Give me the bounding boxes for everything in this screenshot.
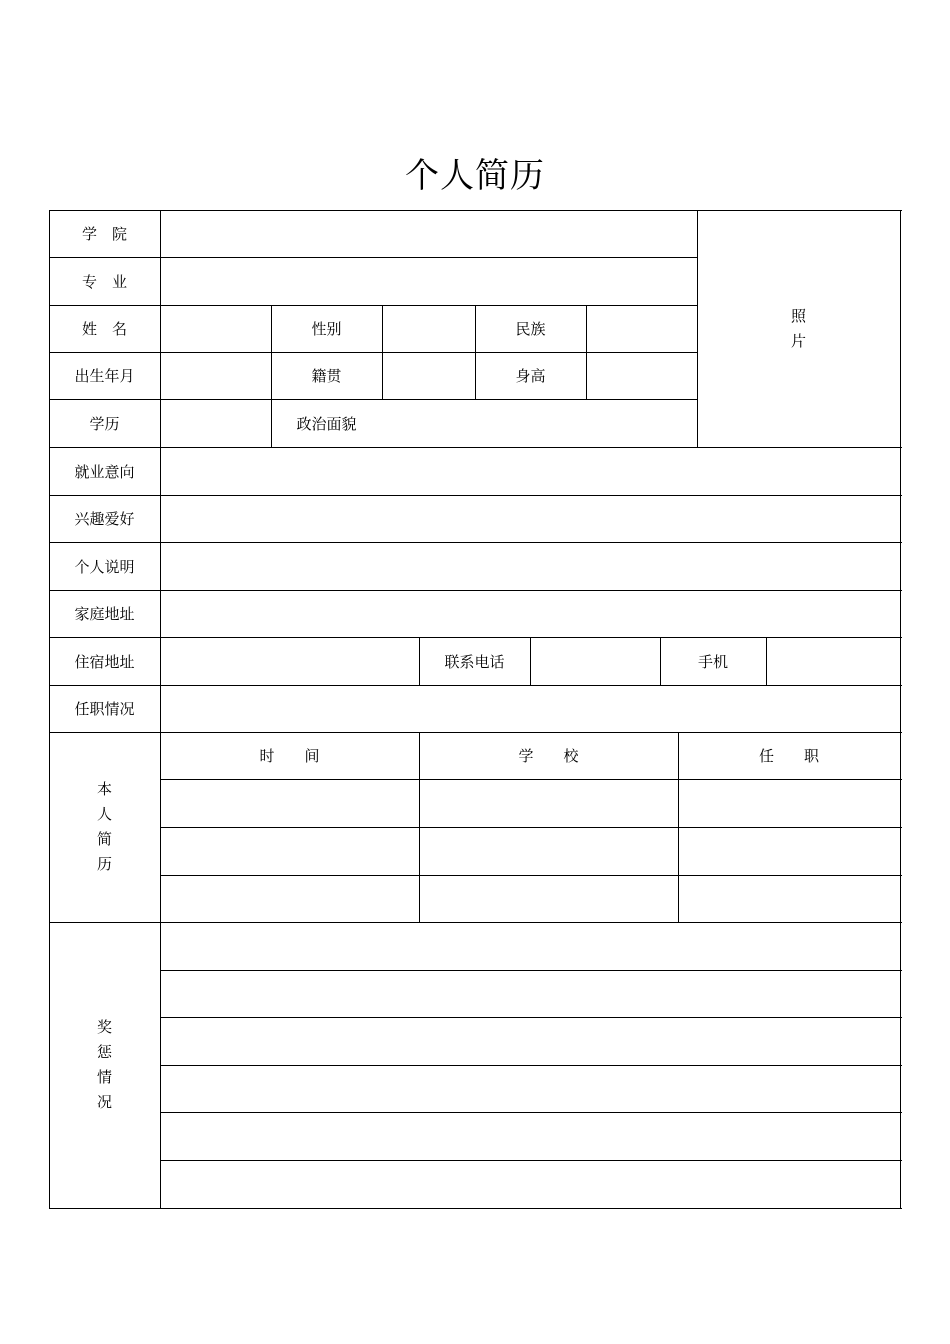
page-title: 个人简历 xyxy=(405,156,545,196)
resume-label-char: 历 xyxy=(96,855,112,873)
row-line xyxy=(160,875,902,876)
resume-section-label xyxy=(49,732,160,922)
dorm-address-label: 住宿地址 xyxy=(74,652,135,671)
mobile-label: 手机 xyxy=(697,652,728,671)
hobbies-label: 兴趣爱好 xyxy=(74,510,135,528)
resume-label-char: 人 xyxy=(96,805,112,823)
table-border-right xyxy=(900,210,901,1209)
photo-placeholder xyxy=(697,210,900,447)
mobile-field[interactable] xyxy=(767,638,900,685)
college-label: 学 院 xyxy=(81,225,127,243)
dorm-address-field[interactable] xyxy=(161,638,419,685)
row-line xyxy=(160,970,902,971)
photo-label-line1: 照 xyxy=(790,306,806,325)
resume-form-table xyxy=(49,210,902,1209)
photo-label-line2: 片 xyxy=(790,331,806,350)
political-status-label: 政治面貌 xyxy=(296,414,357,433)
column-header-position: 任 职 xyxy=(758,747,819,765)
column-header-school: 学 校 xyxy=(518,747,579,765)
row-line xyxy=(160,1112,902,1113)
major-field[interactable] xyxy=(161,258,697,305)
row-line xyxy=(49,922,902,923)
gender-field[interactable] xyxy=(383,306,475,352)
awards-section-label xyxy=(49,922,160,1208)
awards-label-char: 惩 xyxy=(96,1043,112,1061)
education-label: 学历 xyxy=(89,414,120,433)
native-place-label: 籍贯 xyxy=(311,367,342,385)
resume-label-char: 简 xyxy=(96,830,112,848)
job-intention-label: 就业意向 xyxy=(74,462,135,481)
height-field[interactable] xyxy=(587,353,697,399)
education-field[interactable] xyxy=(161,400,271,447)
name-label: 姓 名 xyxy=(81,320,127,338)
college-field[interactable] xyxy=(161,211,697,257)
name-field[interactable] xyxy=(161,306,271,352)
column-header-time: 时 间 xyxy=(259,747,320,765)
row-line xyxy=(160,1065,902,1066)
row-line xyxy=(160,827,902,828)
awards-label-char: 况 xyxy=(96,1093,112,1111)
row-line xyxy=(160,1017,902,1018)
resume-label-char: 本 xyxy=(96,780,112,798)
birth-field[interactable] xyxy=(161,353,271,399)
height-label: 身高 xyxy=(515,367,546,385)
row-line xyxy=(160,1160,902,1161)
gender-label: 性别 xyxy=(311,320,342,338)
major-label: 专 业 xyxy=(81,272,127,291)
ethnicity-label: 民族 xyxy=(515,320,546,338)
birth-label: 出生年月 xyxy=(74,367,135,385)
native-place-field[interactable] xyxy=(383,353,475,399)
positions-label: 任职情况 xyxy=(74,700,135,718)
personal-statement-field[interactable] xyxy=(161,543,900,590)
row-line xyxy=(160,779,902,780)
hobbies-field[interactable] xyxy=(161,496,900,542)
home-address-field[interactable] xyxy=(161,591,900,637)
table-border-bottom xyxy=(49,1208,902,1209)
awards-label-char: 奖 xyxy=(96,1018,112,1036)
positions-field[interactable] xyxy=(161,686,900,732)
personal-statement-label: 个人说明 xyxy=(74,557,135,576)
contact-phone-label: 联系电话 xyxy=(444,652,505,671)
political-status-field[interactable] xyxy=(383,400,697,447)
home-address-label: 家庭地址 xyxy=(74,605,135,623)
job-intention-field[interactable] xyxy=(161,448,900,495)
ethnicity-field[interactable] xyxy=(587,306,697,352)
awards-label-char: 情 xyxy=(96,1068,112,1086)
contact-phone-field[interactable] xyxy=(531,638,660,685)
